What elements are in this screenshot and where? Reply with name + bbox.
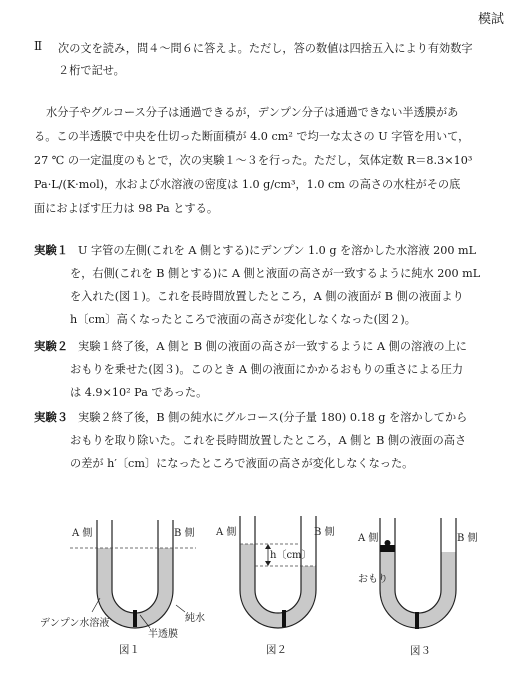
figure-2	[215, 516, 335, 656]
instruction-line-2: ２桁で記せ。	[58, 64, 125, 77]
fig2-a-side-label: A 側	[216, 527, 237, 538]
fig1-membrane-label: 半透膜	[148, 629, 178, 640]
experiment-1-line-2: を，右側(これを B 側とする)に A 側と液面の高さが一致するように純水 200 mL	[70, 267, 481, 280]
fig1-water-label: 純水	[185, 613, 205, 624]
fig3-weight-label: おもり	[358, 574, 388, 585]
fig2-h-label: h〔cm〕	[270, 550, 312, 561]
experiment-3-line-1: 実験２終了後，B 側の純水にグルコース(分子量 180) 0.18 g を溶かしてから	[78, 411, 468, 424]
fig2-caption: 図２	[266, 644, 287, 656]
experiment-1-line-1: U 字管の左側(これを A 側とする)にデンプン 1.0 g を溶かした水溶液 200 mL	[78, 244, 477, 257]
experiment-2-line-2: おもりを乗せた(図３)。このとき A 側の液面にかかるおもりの重さによる圧力	[70, 363, 464, 376]
experiment-3-line-2: おもりを取り除いた。これを長時間放置したところ，A 側と B 側の液面の高さ	[70, 434, 467, 447]
fig3-b-side-label: B 側	[457, 533, 478, 544]
experiment-2-line-3: は 4.9×10² Pa であった。	[70, 386, 208, 399]
experiment-3-line-3: の差が h′〔cm〕になったところで液面の高さが変化しなくなった。	[70, 457, 414, 470]
experiment-3-label: 実験３	[34, 410, 69, 424]
instruction-line-1: 次の文を読み，問４～問６に答えよ。ただし，答の数値は四捨五入により有効数字	[58, 42, 473, 55]
membrane-mark	[415, 612, 419, 629]
intro-line-5: 面におよぼす圧力は 98 Pa とする。	[34, 202, 219, 215]
intro-line-1: 水分子やグルコース分子は通過できるが，デンプン分子は通過できない半透膜があ	[46, 106, 459, 119]
figure-1	[40, 520, 205, 656]
weight-knob	[385, 540, 391, 546]
fig1-starch-label: デンプン水溶液	[40, 618, 110, 629]
experiment-2-label: 実験２	[34, 339, 69, 353]
fig2-b-side-label: B 側	[314, 527, 335, 538]
experiment-1-line-4: h〔cm〕高くなったところで液面の高さが変化しなくなった(図２)。	[70, 313, 416, 326]
intro-line-4: Pa·L/(K·mol)，水および水溶液の密度は 1.0 g/cm³，1.0 cm の高さの水柱がその底	[34, 178, 461, 191]
weight-block	[380, 545, 395, 552]
experiment-2-line-1: 実験１終了後，A 側と B 側の液面の高さが一致するように A 側の溶液の上に	[78, 340, 467, 353]
fig1-b-side-label: B 側	[174, 528, 195, 539]
figure-3	[357, 518, 478, 657]
experiment-1-label: 実験１	[34, 243, 69, 257]
intro-line-3: 27 ℃ の一定温度のもとで，次の実験１～３を行った。ただし，気体定数 R＝8.3×10³	[34, 154, 473, 167]
intro-line-2: る。この半透膜で中央を仕切った断面積が 4.0 cm² で均一な太さの U 字管を用いて，	[34, 130, 470, 143]
fig1-caption: 図１	[119, 644, 140, 656]
fig3-caption: 図３	[410, 645, 431, 657]
fig1-a-side-label: A 側	[72, 528, 93, 539]
exam-type-label: 模試	[477, 12, 504, 27]
section-number: Ⅱ	[34, 39, 43, 53]
experiment-1-line-3: を入れた(図１)。これを長時間放置したところ，A 側の液面が B 側の液面より	[70, 290, 464, 303]
fig3-a-side-label: A 側	[358, 533, 379, 544]
membrane-mark	[133, 610, 137, 627]
membrane-mark	[282, 610, 286, 627]
